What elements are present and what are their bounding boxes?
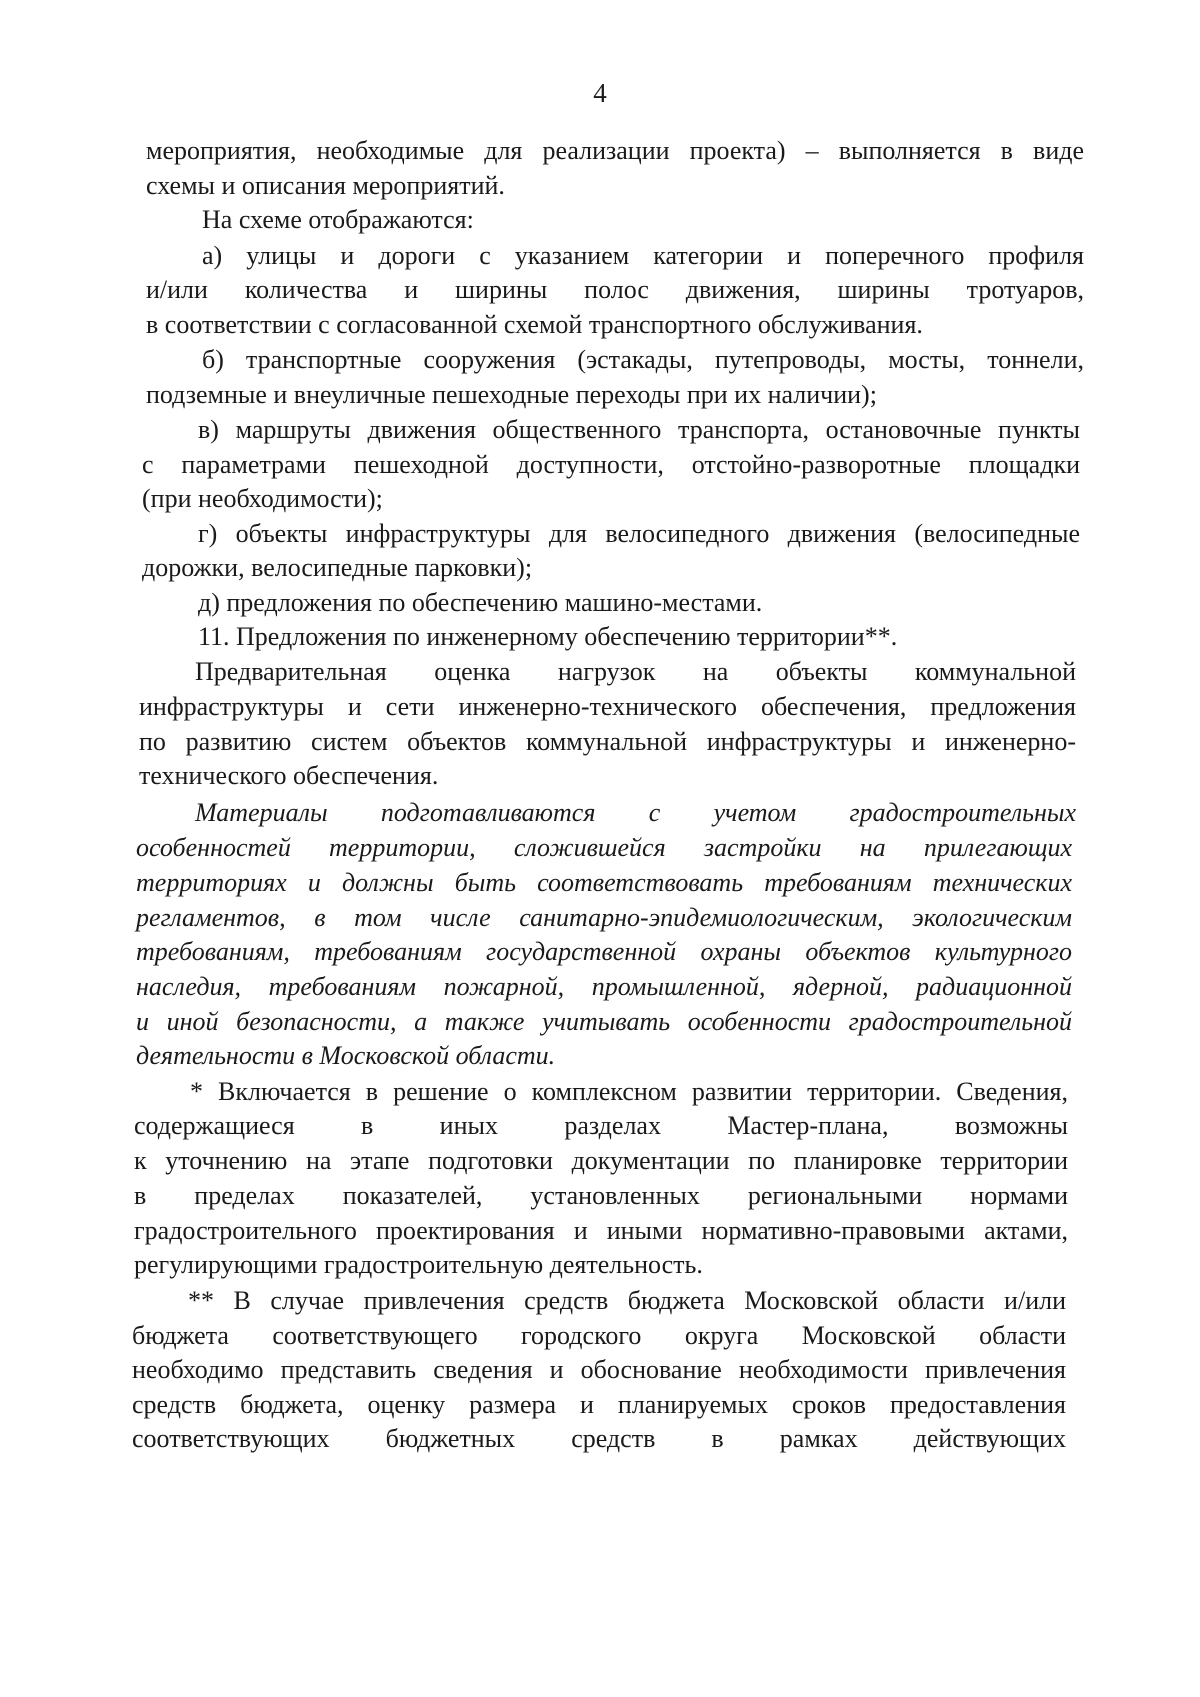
footnote-line: к уточнению на этапе подготовки документации по планировке территории (134, 1146, 1068, 1175)
footnote-line: градостроительного проектирования и иными нормативно-правовыми актами, (134, 1216, 1068, 1245)
italic-text-line: регламентов, в том числе санитарно-эпидемиологическим, экологическим (136, 903, 1072, 932)
footnote-line: средств бюджета, оценку размера и планируемых сроков предоставления (132, 1390, 1066, 1419)
italic-text-line: и иной безопасности, а также учитывать особенности градостроительной (136, 1007, 1072, 1036)
italic-text-line: деятельности в Московской области. (136, 1041, 556, 1070)
text-line: в соответствии с согласованной схемой транспортного обслуживания. (146, 310, 923, 339)
footnote-line: содержащиеся в иных разделах Мастер-плана, возможны (134, 1111, 1068, 1140)
italic-text-line: территориях и должны быть соответствовать требованиям технических (136, 868, 1072, 897)
footnote-line: ** В случае привлечения средств бюджета Московской области и/или (188, 1286, 1066, 1315)
text-line: инфраструктуры и сети инженерно-технического обеспечения, предложения (139, 692, 1076, 721)
italic-text-line: требованиям, требованиям государственной охраны объектов культурного (136, 937, 1072, 966)
footnote-line: соответствующих бюджетных средств в рамках действующих (132, 1424, 1066, 1453)
text-line: схемы и описания мероприятий. (146, 171, 505, 200)
text-line: г) объекты инфраструктуры для велосипедного движения (велосипедные (198, 519, 1080, 548)
italic-text-line: наследия, требованиям пожарной, промышленной, ядерной, радиационной (136, 972, 1072, 1001)
text-line: б) транспортные сооружения (эстакады, путепроводы, мосты, тоннели, (202, 345, 1084, 374)
text-line: д) предложения по обеспечению машино-местами. (198, 588, 763, 617)
text-line: технического обеспечения. (139, 761, 439, 790)
footnote-line: необходимо представить сведения и обоснование необходимости привлечения (132, 1355, 1066, 1384)
footnote-line: * Включается в решение о комплексном развитии территории. Сведения, (190, 1077, 1068, 1106)
text-line: с параметрами пешеходной доступности, отстойно-разворотные площадки (142, 450, 1080, 479)
section-heading: 11. Предложения по инженерному обеспечению территории**. (198, 622, 898, 651)
text-line: подземные и внеуличные пешеходные переходы при их наличии); (146, 380, 877, 409)
text-line: и/или количества и ширины полос движения, ширины тротуаров, (146, 275, 1084, 304)
text-line: а) улицы и дороги с указанием категории и поперечного профиля (202, 241, 1084, 270)
italic-text-line: особенностей территории, сложившейся застройки на прилегающих (136, 833, 1072, 862)
text-line: по развитию систем объектов коммунальной инфраструктуры и инженерно- (139, 727, 1076, 756)
text-line: мероприятия, необходимые для реализации проекта) – выполняется в виде (146, 136, 1084, 165)
text-line: в) маршруты движения общественного транспорта, остановочные пункты (198, 415, 1080, 444)
text-line: Предварительная оценка нагрузок на объекты коммунальной (195, 657, 1076, 686)
page-number: 4 (593, 78, 607, 108)
footnote-line: бюджета соответствующего городского округа Московской области (132, 1321, 1066, 1350)
footnote-line: регулирующими градостроительную деятельность. (134, 1250, 703, 1279)
italic-text-line: Материалы подготавливаются с учетом градостроительных (195, 798, 1076, 827)
text-line: На схеме отображаются: (202, 205, 474, 234)
footnote-line: в пределах показателей, установленных региональными нормами (134, 1181, 1068, 1210)
text-line: дорожки, велосипедные парковки); (142, 553, 533, 582)
text-line: (при необходимости); (142, 484, 383, 513)
